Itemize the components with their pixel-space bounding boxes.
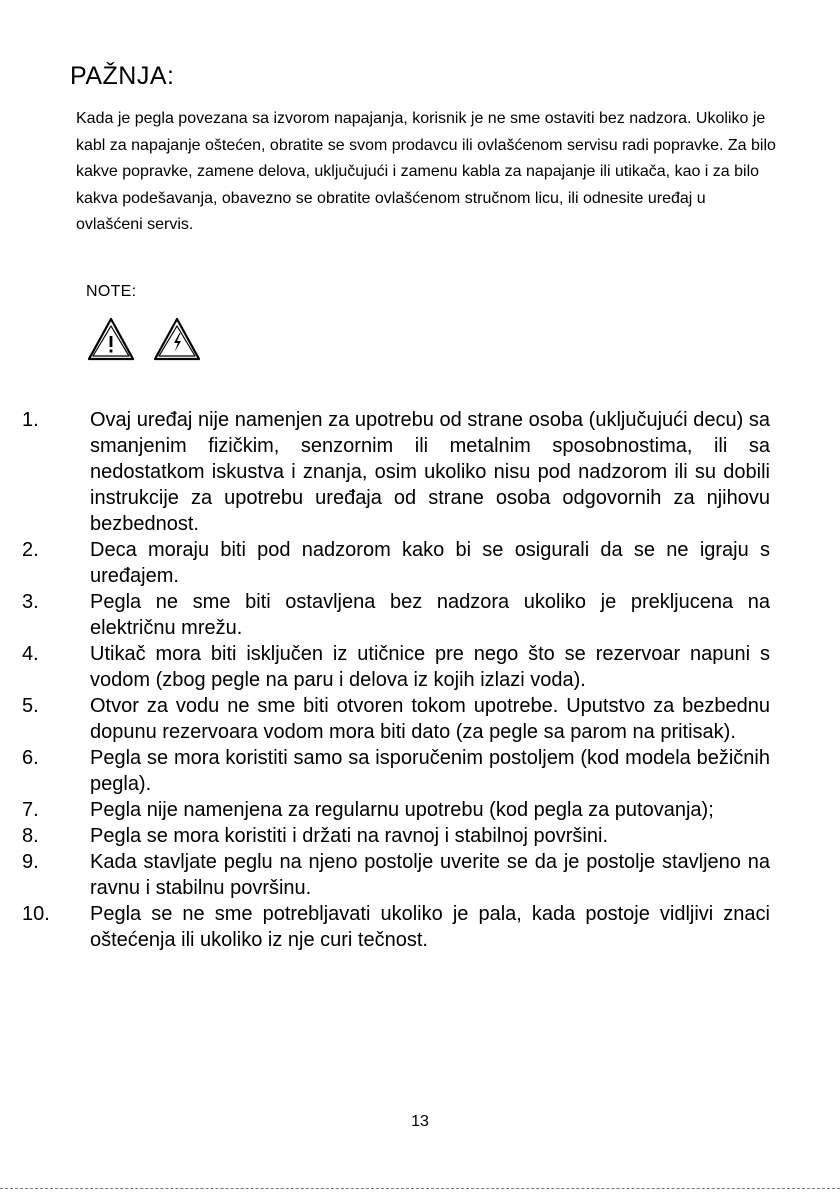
list-item-text: Otvor za vodu ne sme biti otvoren tokom upotrebe. Uputstvo za bezbednu dopunu rezervoara vodom mora biti dato (za pegle sa parom na pritisak). [90,695,770,743]
note-label: NOTE: [86,283,137,300]
list-item-number: 3. [22,591,39,613]
list-item-text: Ovaj uređaj nije namenjen za upotrebu od strane osoba (uključujući decu) sa smanjenim fizičkim, senzornim ili metalnim sposobnostima, ili sa nedostatkom iskustva i znanja, osim ukoliko nisu pod nadzorom ili su dobili instrukcije za upotrebu uređaja od strane osoba odgovornih za njihovu bezbednost. [90,409,770,535]
list-item [22,797,770,823]
list-item [22,901,770,953]
list-item [22,407,770,537]
list-item-text: Pegla se mora koristiti samo sa isporučenim postoljem (kod modela bežičnih pegla). [90,747,770,795]
list-item-text: Pegla se ne sme potrebljavati ukoliko je pala, kada postoje vidljivi znaci oštećenja ili ukoliko iz nje curi tečnost. [90,903,770,951]
list-item [22,745,770,797]
list-item [22,641,770,693]
list-item-number: 2. [22,539,39,561]
list-item [22,823,770,849]
list-item-number: 5. [22,695,39,717]
list-item-text: Deca moraju biti pod nadzorom kako bi se osigurali da se ne igraju s uređajem. [90,539,770,587]
warning-exclamation-icon [86,316,136,362]
list-item-number: 8. [22,825,39,847]
list-item [22,589,770,641]
list-item-number: 9. [22,851,39,873]
intro-paragraph: Kada je pegla povezana sa izvorom napajanja, korisnik je ne sme ostaviti bez nadzora. Ukoliko je kabl za napajanje oštećen, obratite se svom prodavcu ili ovlašćenom servisu radi popravke. Za bilo kakve popravke, zamene delova, uključujući i zamenu kabla za napajanje ili utikača, kao i za bilo kakva podešavanja, obavezno se obratite ovlašćenom stručnom licu, ili odnesite uređaj u ovlašćeni servis. [76,110,776,233]
list-item-number: 4. [22,643,39,665]
list-item [22,537,770,589]
list-item-text: Kada stavljate peglu na njeno postolje uverite se da je postolje stavljeno na ravnu i stabilnu površinu. [90,851,770,899]
bottom-rule [0,1188,840,1189]
electric-hazard-icon [152,316,202,362]
list-item-number: 7. [22,799,39,821]
list-item-text: Utikač mora biti isključen iz utičnice pre nego što se rezervoar napuni s vodom (zbog pegle na paru i delova iz kojih izlazi voda). [90,643,770,691]
list-item-text: Pegla nije namenjena za regularnu upotrebu (kod pegla za putovanja); [90,799,714,821]
list-item-text: Pegla ne sme biti ostavljena bez nadzora ukoliko je prekljucena na električnu mrežu. [90,591,770,639]
list-item-number: 1. [22,409,39,431]
safety-instructions-list [22,407,770,953]
list-item-text: Pegla se mora koristiti i držati na ravnoj i stabilnoj površini. [90,825,608,847]
page-number: 13 [411,1113,429,1130]
page-heading: PAŽNJA: [70,62,175,90]
list-item-number: 6. [22,747,39,769]
list-item [22,849,770,901]
list-item-number: 10. [22,903,50,925]
list-item [22,693,770,745]
warning-icons [86,316,226,366]
